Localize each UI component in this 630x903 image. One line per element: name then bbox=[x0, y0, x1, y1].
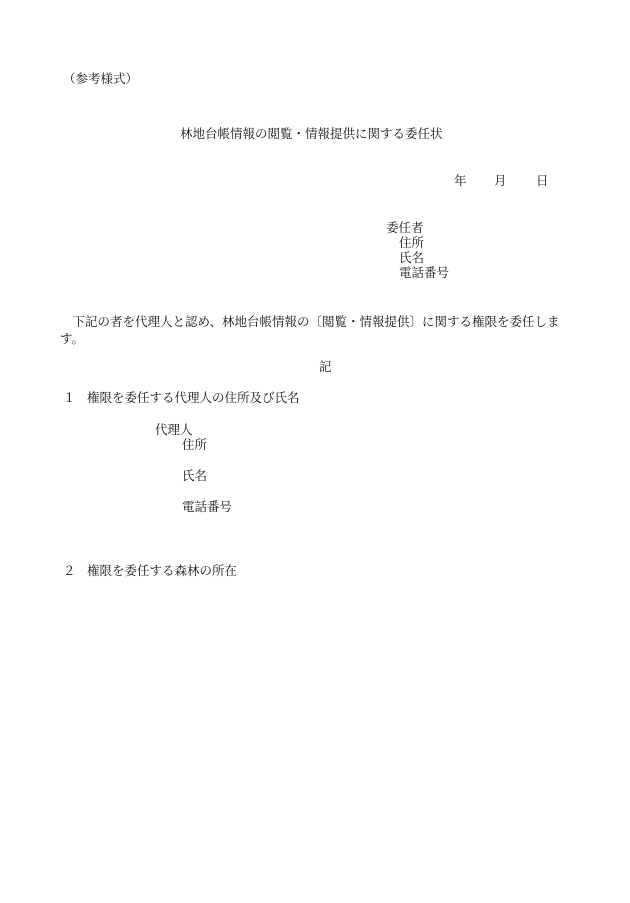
delegator-phone-label: 電話番号 bbox=[399, 265, 450, 280]
delegator-address-label: 住所 bbox=[399, 235, 425, 250]
document-title: 林地台帳情報の閲覧・情報提供に関する委任状 bbox=[180, 126, 443, 141]
item1-heading-text: 権限を委任する代理人の住所及び氏名 bbox=[87, 390, 300, 405]
date-month-label: 月 bbox=[494, 173, 507, 188]
agent-label: 代理人 bbox=[155, 422, 193, 437]
ki-heading: 記 bbox=[319, 359, 332, 374]
form-type-note: （参考様式） bbox=[63, 71, 139, 86]
item1-heading bbox=[63, 392, 300, 405]
date-year-label: 年 bbox=[454, 173, 467, 188]
agent-name-label: 氏名 bbox=[182, 468, 208, 483]
agent-phone-label: 電話番号 bbox=[182, 499, 233, 514]
item2-heading bbox=[63, 565, 237, 578]
delegator-name-label: 氏名 bbox=[399, 250, 425, 265]
item1-number: １ bbox=[63, 390, 76, 405]
item2-number: ２ bbox=[63, 563, 76, 578]
delegation-statement: 下記の者を代理人と認め、林地台帳情報の〔閲覧・情報提供〕に関する権限を委任します。 bbox=[60, 314, 560, 346]
delegator-label: 委任者 bbox=[386, 220, 424, 235]
date-day-label: 日 bbox=[536, 173, 549, 188]
agent-address-label: 住所 bbox=[182, 437, 208, 452]
item2-heading-text: 権限を委任する森林の所在 bbox=[87, 563, 238, 578]
